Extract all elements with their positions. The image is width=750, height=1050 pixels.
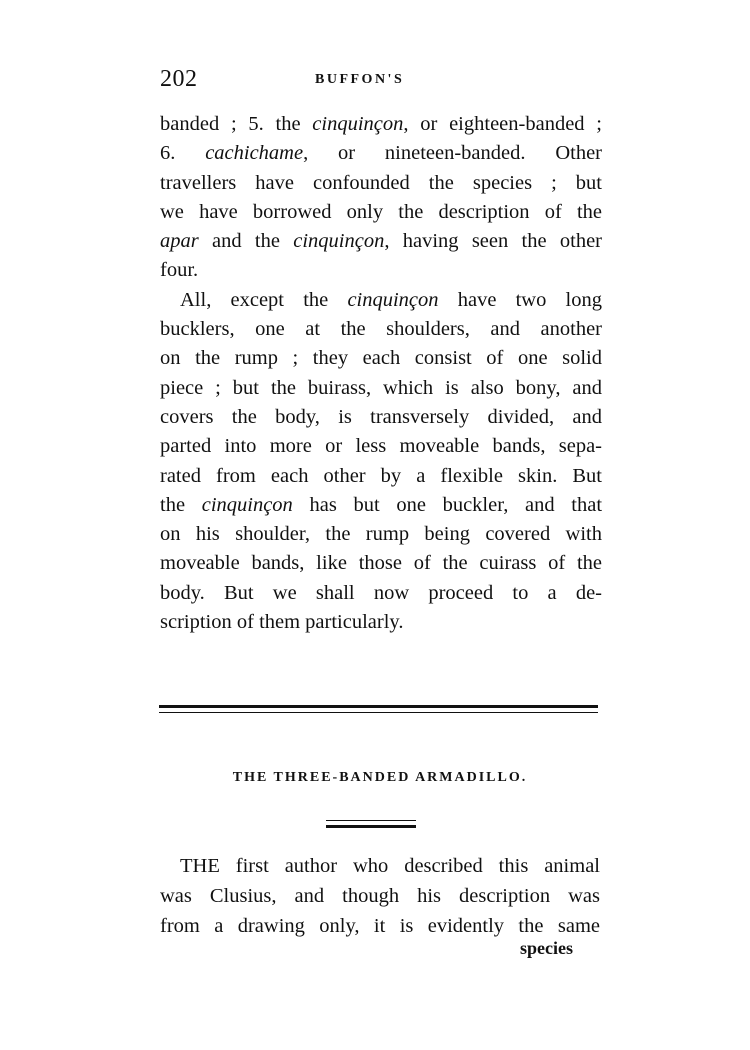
text-line: All, except the cinquinçon have two long — [180, 288, 602, 311]
text-line: the cinquinçon has but one buckler, and that — [160, 493, 603, 516]
text-line: from a drawing only, it is evidently the same — [160, 915, 600, 937]
text-line: covers the body, is transversely divided, and — [160, 405, 602, 428]
text-line: was Clusius, and though his description was — [160, 885, 600, 907]
text-line: on the rump ; they each consist of one solid — [160, 347, 602, 370]
section-divider-thick — [159, 705, 598, 708]
text-line: rated from each other by a flexible skin. But — [160, 464, 602, 487]
page-header — [160, 66, 610, 100]
body-text — [160, 110, 602, 637]
text-line: travellers have confounded the species ; but — [160, 171, 602, 194]
text-line: 6. cachichame, or nineteen-banded. Other — [160, 142, 602, 165]
text-line: apar and the cinquinçon, having seen the other — [160, 230, 602, 253]
title-ornament-rule — [326, 820, 416, 830]
text-line: we have borrowed only the description of the — [160, 200, 602, 223]
text-line: four. — [160, 259, 199, 282]
text-line: piece ; but the buirass, which is also bony, and — [160, 376, 602, 399]
catchword: species — [520, 938, 573, 958]
text-line: banded ; 5. the cinquinçon, or eighteen-banded ; — [160, 113, 602, 135]
section-body-text — [160, 851, 600, 941]
text-line: body. But we shall now proceed to a de- — [160, 581, 602, 604]
text-line: THE first author who described this animal — [180, 855, 600, 877]
text-line: scription of them particularly. — [160, 611, 404, 634]
text-line: moveable bands, like those of the cuirass of the — [160, 552, 602, 575]
text-line: on his shoulder, the rump being covered with — [160, 523, 602, 546]
text-line: parted into more or less moveable bands, sepa- — [160, 435, 602, 458]
text-line: bucklers, one at the shoulders, and another — [160, 318, 602, 341]
section-divider-thin — [159, 712, 598, 713]
ornament-thick-line — [326, 825, 416, 828]
page-number: 202 — [160, 66, 198, 92]
section-title: THE THREE-BANDED ARMADILLO. — [232, 770, 528, 785]
ornament-thin-line — [326, 820, 416, 821]
running-head: BUFFON'S — [315, 72, 405, 87]
